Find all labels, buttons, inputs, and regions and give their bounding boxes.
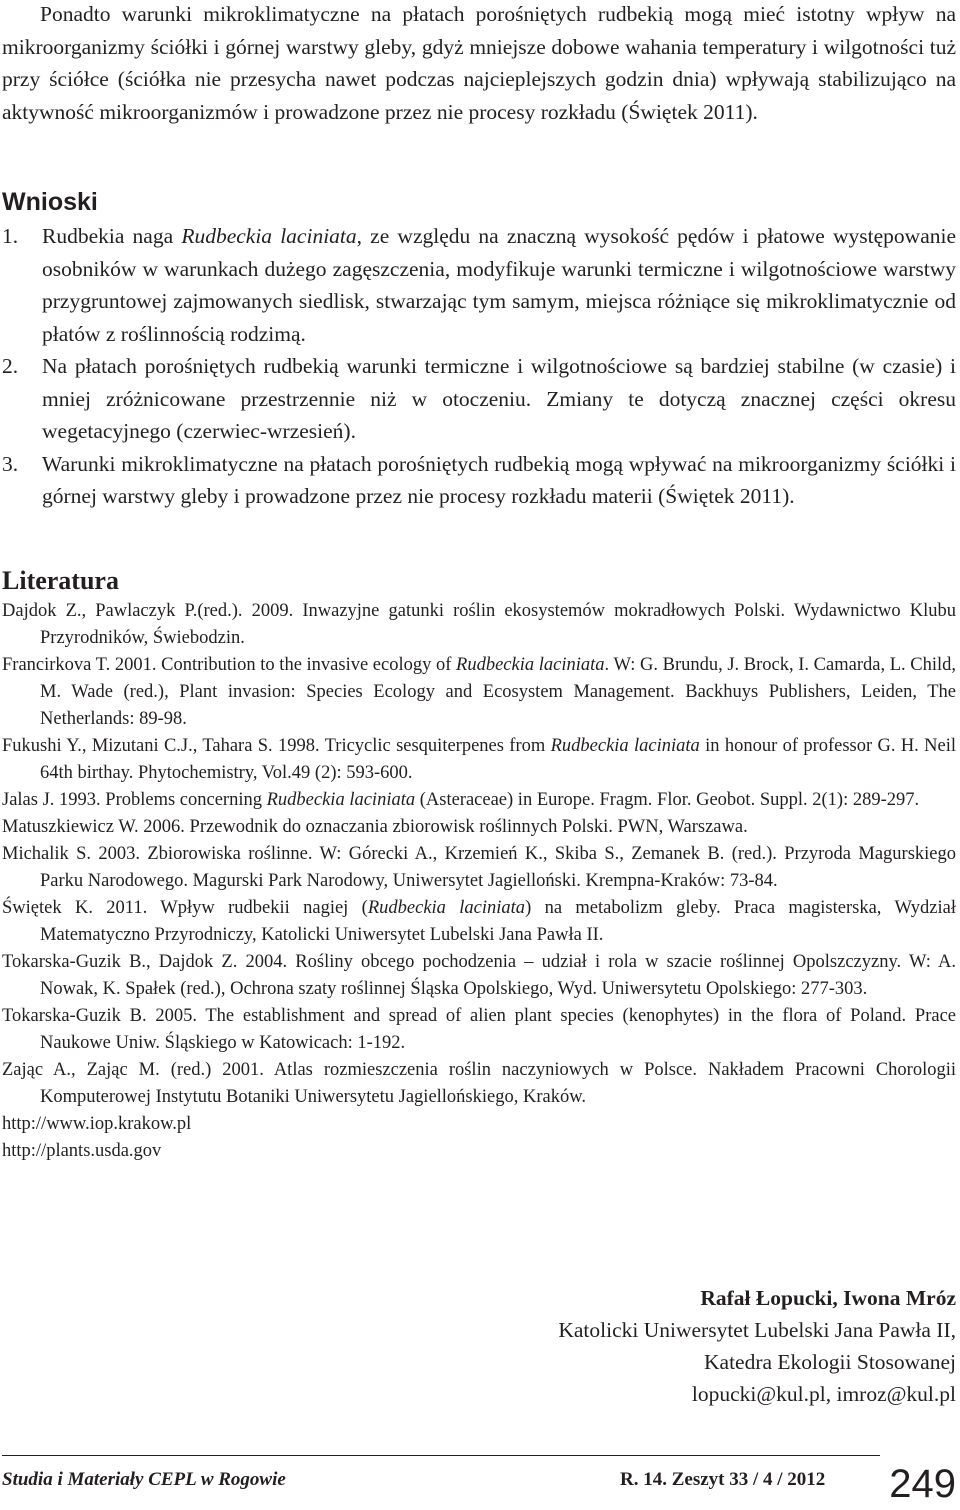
reference-url-link[interactable]: http://www.iop.krakow.pl (2, 1114, 192, 1134)
species-name: Rudbeckia laciniata (367, 898, 526, 918)
reference-text: Świętek K. 2011. Wpływ rudbekii nagiej ( (2, 898, 368, 918)
conclusion-number: 2. (2, 354, 19, 378)
reference-item (2, 787, 956, 814)
conclusion-number: 3. (2, 451, 19, 476)
conclusions-list (2, 220, 956, 513)
reference-item (2, 1057, 956, 1111)
author-email[interactable]: lopucki@kul.pl, imroz@kul.pl (691, 1382, 956, 1406)
conclusion-text: , ze względu na znaczną wysokość pędów i płatowe występowanie osobników w warunkach dużego zagęszczenia, modyfikuje warunki termiczne i wilgotnościowe warstwy przygruntowej zajmowanych siedlisk, stwarzając tym samym, miejsca różniące się mikroklimatycznie od płatów z roślinnością rodzimą. (42, 224, 956, 346)
author-affiliation: Katolicki Uniwersytet Lubelski Jana Pawła II, (558, 1318, 956, 1342)
author-department: Katedra Ekologii Stosowanej (704, 1350, 956, 1374)
conclusion-text: Na płatach porośniętych rudbekią warunki termiczne i wilgotnościowe są bardziej stabilne (w czasie) i mniej zróżnicowane przestrzennie niż w otoczeniu. Zmiany te dotyczą znacznej części okresu wegetacyjnego (czerwiec-wrzesień). (42, 354, 956, 443)
reference-text: ) na metabolizm gleby. Praca magisterska, Wydział Matematyczno Przyrodniczy, Katolicki Uniwersytet Lubelski Jana Pawła II. (40, 898, 956, 945)
reference-text: Jalas J. 1993. Problems concerning (2, 790, 267, 810)
author-block (356, 1282, 956, 1410)
page-number: 249 (889, 1462, 956, 1506)
footer-journal-title: Studia i Materiały CEPL w Rogowie (2, 1469, 286, 1490)
conclusion-item-3 (2, 448, 956, 513)
reference-item (2, 814, 956, 841)
reference-text: Dajdok Z., Pawlaczyk P.(red.). 2009. Inwazyjne gatunki roślin ekosystemów mokradłowych Polski. Wydawnictwo Klubu Przyrodników, Świebodzin. (2, 601, 956, 648)
conclusion-text: Warunki mikroklimatyczne na płatach porośniętych rudbekią mogą wpływać na mikroorganizmy ściółki i górnej warstwy gleby i prowadzone przez nie procesy rozkładu materii (Świętek 2011). (42, 451, 956, 508)
species-name: Rudbeckia laciniata (266, 790, 416, 810)
intro-section (2, 0, 956, 128)
literature-heading: Literatura (2, 566, 119, 595)
author-names: Rafał Łopucki, Iwona Mróz (700, 1286, 956, 1310)
reference-item (2, 841, 956, 895)
species-name: Rudbeckia laciniata (550, 736, 700, 756)
reference-item (2, 733, 956, 787)
species-name: Rudbeckia laciniata (181, 224, 357, 248)
reference-text: Francirkova T. 2001. Contribution to the invasive ecology of (2, 655, 457, 675)
conclusion-item-1 (2, 220, 956, 350)
reference-text: Tokarska-Guzik B., Dajdok Z. 2004. Rośliny obcego pochodzenia – udział i rola w szacie roślinnej Opolszczyzny. W: A. Nowak, K. Spałek (red.), Ochrona szaty roślinnej Śląska Opolskiego, Wyd. Uniwersytetu Opolskiego: 277-303. (2, 952, 956, 999)
conclusions-heading: Wnioski (2, 188, 98, 216)
reference-text: Tokarska-Guzik B. 2005. The establishment and spread of alien plant species (kenophytes) in the flora of Poland. Prace Naukowe Uniw. Śląskiego w Katowicach: 1-192. (2, 1006, 956, 1053)
reference-text: (Asteraceae) in Europe. Fragm. Flor. Geobot. Suppl. 2(1): 289-297. (415, 790, 920, 810)
footer-issue: R. 14. Zeszyt 33 / 4 / 2012 (620, 1469, 826, 1490)
species-name: Rudbeckia laciniata (456, 655, 605, 675)
reference-item (2, 895, 956, 949)
reference-item (2, 652, 956, 733)
reference-item (2, 1003, 956, 1057)
reference-text: in honour of professor G. H. Neil 64th birthay. Phytochemistry, Vol.49 (2): 593-600. (40, 736, 956, 783)
conclusions-section (2, 220, 956, 513)
reference-text: Matuszkiewicz W. 2006. Przewodnik do oznaczania zbiorowisk roślinnych Polski. PWN, Warszawa. (2, 817, 748, 837)
footer-divider (2, 1455, 880, 1456)
references-list (2, 598, 956, 1165)
reference-text: Zając A., Zając M. (red.) 2001. Atlas rozmieszczenia roślin naczyniowych w Polsce. Nakładem Pracowni Chorologii Komputerowej Instytutu Botaniki Uniwersytetu Jagiellońskiego, Kraków. (2, 1060, 956, 1107)
reference-text: Michalik S. 2003. Zbiorowiska roślinne. W: Górecki A., Krzemień K., Skiba S., Zemanek B. (red.). Przyroda Magurskiego Parku Narodowego. Magurski Park Narodowy, Uniwersytet Jagielloński. Krempna-Kraków: 73-84. (2, 844, 956, 891)
conclusion-text: Rudbekia naga (42, 224, 182, 248)
reference-item (2, 949, 956, 1003)
conclusion-item-2 (2, 350, 956, 448)
conclusion-number: 1. (2, 224, 19, 248)
reference-url-link[interactable]: http://plants.usda.gov (2, 1141, 162, 1161)
reference-text: . W: G. Brundu, J. Brock, I. Camarda, L. Child, M. Wade (red.), Plant invasion: Species Ecology and Ecosystem Management. Backhuys Publishers, Leiden, The Netherlands: 89-98. (40, 655, 956, 729)
reference-item (2, 598, 956, 652)
intro-paragraph: Ponadto warunki mikroklimatyczne na płatach porośniętych rudbekią mogą mieć istotny wpływ na mikroorganizmy ściółki i górnej warstwy gleby, gdyż mniejsze dobowe wahania temperatury i wilgotności tuż przy ściółce (ściółka nie przesycha nawet podczas najcieplejszych godzin dnia) wpływają stabilizująco na aktywność mikroorganizmów i prowadzone przez nie procesy rozkładu (Świętek 2011). (2, 2, 956, 124)
reference-text: Fukushi Y., Mizutani C.J., Tahara S. 1998. Tricyclic sesquiterpenes from (2, 736, 551, 756)
